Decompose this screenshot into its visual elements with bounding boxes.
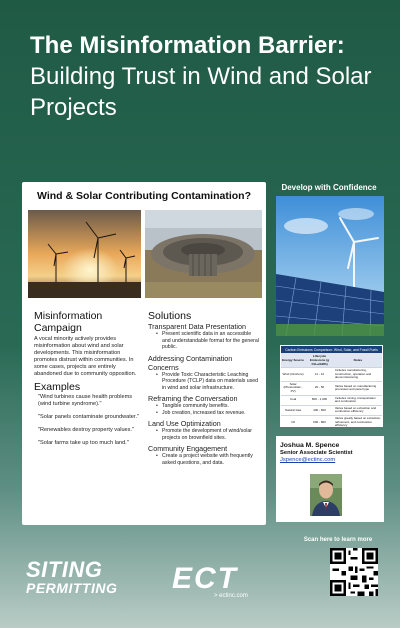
solution-heading: Land Use Optimization xyxy=(148,419,221,428)
siting-permitting-logo xyxy=(26,557,118,596)
table-row xyxy=(281,415,382,428)
example-quote: "Wind turbines cause health problems (wind turbine syndrome)." xyxy=(38,394,133,407)
solution-heading: Transparent Data Presentation xyxy=(148,322,247,331)
table-cell: Varies based on extraction and combustion efficiency xyxy=(334,405,382,415)
table-cell: Varies greatly based on extraction, refinement, and combustion efficiency xyxy=(334,415,381,428)
solution-bullet: • Promote the development of wind/solar projects on brownfield sites. xyxy=(148,428,260,441)
ect-url[interactable]: > ectinc.com xyxy=(214,593,248,599)
solution-bullet: • Job creation, increased tax revenue. xyxy=(148,410,260,417)
solutions-column xyxy=(148,310,260,466)
table-cell: 11 - 12 xyxy=(305,368,334,382)
photos-row xyxy=(28,210,260,298)
title-bold: The Misinformation Barrier: xyxy=(30,32,345,59)
table-cell: Solar (Photovoltaic - PV) xyxy=(281,381,305,395)
solutions-title: Solutions xyxy=(148,310,192,322)
table-row xyxy=(281,405,382,415)
wind-solar-photo xyxy=(276,196,384,336)
main-card-heading: Wind & Solar Contributing Contamination? xyxy=(37,190,251,202)
contact-name: Joshua M. Spence xyxy=(280,442,340,449)
table-row xyxy=(281,368,382,382)
table-cell: Oil xyxy=(281,415,305,428)
table-header: Energy Source xyxy=(281,353,305,368)
table-cell: 20 - 50 xyxy=(305,381,334,395)
table-cell: Coal xyxy=(281,395,305,405)
solution-bullet: • Present scientific data in an accessible and understandable format for the general public. xyxy=(148,331,260,351)
table-cell: 800 - 1,000 xyxy=(305,395,334,405)
poster-title xyxy=(30,30,380,123)
title-regular: Building Trust in Wind and Solar Projects xyxy=(30,63,372,121)
misinfo-title: Misinformation Campaign xyxy=(34,310,103,334)
table-title: Carbon Emissions Comparison: Wind, Solar, and Fossil Fuels xyxy=(281,346,382,353)
contact-role: Senior Associate Scientist xyxy=(280,450,353,456)
table-cell: Wind (Onshore) xyxy=(281,368,305,382)
contact-card xyxy=(276,436,384,522)
emissions-table-card xyxy=(280,345,383,427)
misinfo-body: A vocal minority actively provides misinformation about wind and solar developments. This misinformation promotes distrust within communities. In some cases, projects are entirely abandoned due to community opposition. xyxy=(34,336,137,377)
table-cell: 600 - 800 xyxy=(305,415,334,428)
contact-photo xyxy=(310,474,342,516)
solution-heading: Addressing Contamination Concerns xyxy=(148,353,233,372)
table-header: Notes xyxy=(334,353,382,368)
table-row xyxy=(281,395,382,405)
solution-bullet: • Create a project website with frequently asked questions, and data. xyxy=(148,453,260,466)
solution-bullet: • Tangible community benefits. xyxy=(148,403,260,410)
table-cell: Natural Gas xyxy=(281,405,305,415)
solution-bullet: • Provide Toxic Characteristic Leaching Procedure (TCLP) data on materials used in wind and solar infrastructure. xyxy=(148,372,260,392)
qr-code[interactable] xyxy=(330,548,378,596)
example-quote: "Solar panels contaminate groundwater." xyxy=(38,414,139,420)
solar-farm-aerial-photo xyxy=(145,210,262,298)
emissions-table xyxy=(281,353,382,429)
wind-turbines-sunset-photo xyxy=(28,210,141,298)
table-cell: Includes mining, transportation and combustion xyxy=(334,395,382,405)
table-cell: Varies based on manufacturing processes and panel type xyxy=(334,381,382,395)
example-quote: "Renewables destroy property values." xyxy=(38,427,135,433)
misinformation-column xyxy=(34,310,144,447)
logo-line1: SITING xyxy=(26,557,103,582)
solution-heading: Community Engagement xyxy=(148,444,228,453)
main-card xyxy=(22,182,266,525)
table-cell: Includes manufacturing, construction, operation and decommissioning xyxy=(334,368,382,382)
logo-line2: PERMITTING xyxy=(26,580,118,596)
scan-label: Scan here to learn more xyxy=(303,537,373,543)
table-cell: 400 - 600 xyxy=(305,405,334,415)
ect-logo: ECT xyxy=(172,562,238,595)
table-header: Lifecycle Emissions (g CO₂e/kWh) xyxy=(305,353,334,368)
contact-email-link[interactable]: Jspence@ectinc.com xyxy=(280,457,336,463)
table-row xyxy=(281,381,382,395)
solution-heading: Reframing the Conversation xyxy=(148,394,238,403)
example-quote: "Solar farms take up too much land." xyxy=(38,440,129,446)
develop-label: Develop with Confidence xyxy=(281,183,377,192)
examples-title: Examples xyxy=(34,381,81,393)
